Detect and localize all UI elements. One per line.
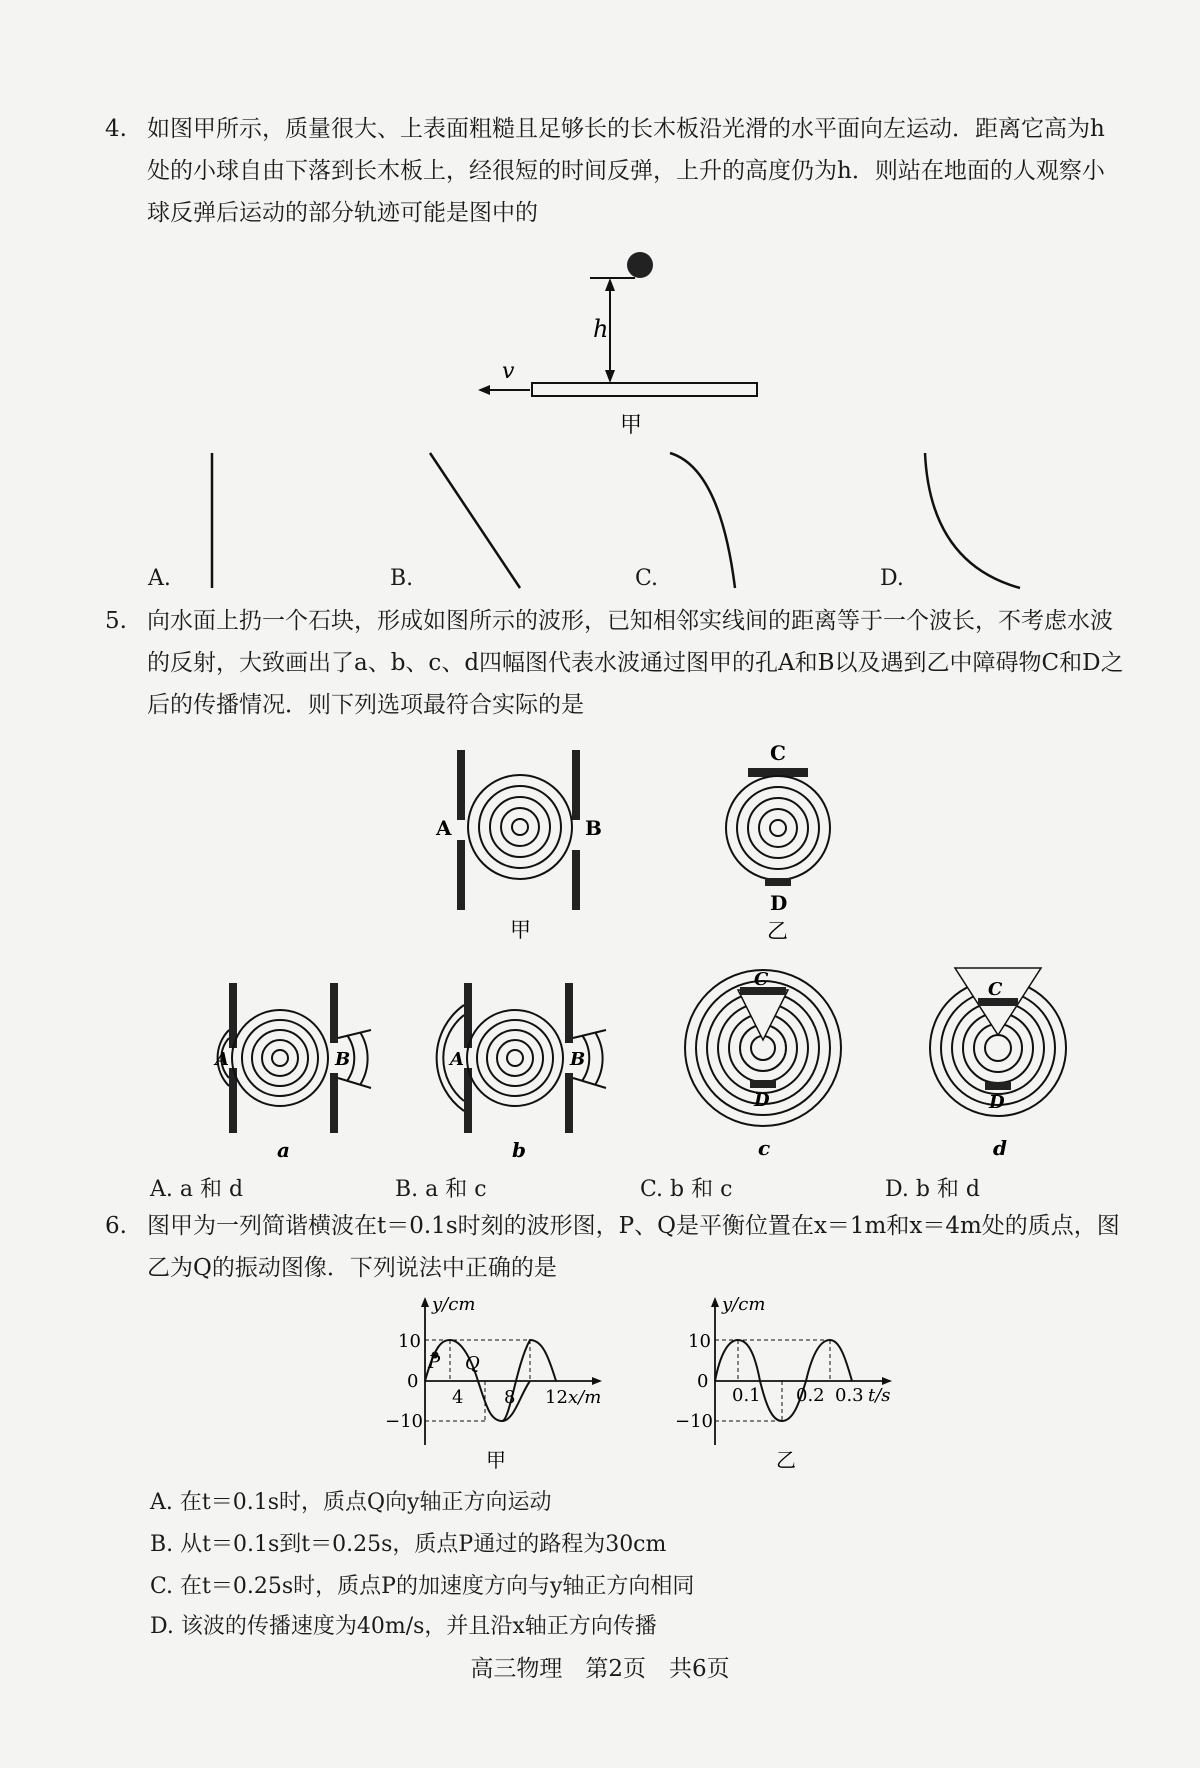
svg-text:C: C <box>754 969 769 990</box>
svg-text:甲: 甲 <box>486 1448 506 1472</box>
q4-option-trajectories <box>140 448 1060 593</box>
question-number: 5. <box>105 608 127 634</box>
question-number: 6. <box>105 1213 127 1239</box>
svg-text:0: 0 <box>697 1371 709 1392</box>
obstacle-d-label: D <box>770 891 788 915</box>
q5-option-a: A. a 和 d <box>150 1177 244 1202</box>
q5-diagram-b <box>420 975 610 1165</box>
q4-option-d: D. <box>880 566 904 591</box>
svg-text:−10: −10 <box>675 1411 713 1432</box>
question-number: 4. <box>105 116 127 142</box>
point-p-label: P <box>428 1352 441 1373</box>
q5-diagram-c <box>680 960 850 1165</box>
q5-figure-yi <box>715 738 845 948</box>
hole-a-label: A <box>436 816 452 840</box>
diagram-c-label: c <box>758 1136 771 1160</box>
caption-jia: 甲 <box>510 918 531 942</box>
svg-text:D: D <box>989 1092 1005 1113</box>
long-board <box>532 383 757 396</box>
q4-option-b: B. <box>390 566 414 591</box>
svg-text:12: 12 <box>545 1387 568 1408</box>
q4-option-c: C. <box>635 566 659 591</box>
ball <box>627 252 653 278</box>
question-text: 向水面上扔一个石块，形成如图所示的波形，已知相邻实线间的距离等于一个波长，不考虑水波的反射，大致画出了a、b、c、d四幅图代表水波通过图甲的孔A和B以及遇到乙中障碍物C和D之后的传播情况．则下列选项最符合实际的是 <box>147 608 1124 718</box>
q5-diagram-d <box>915 960 1085 1165</box>
q5-option-c: C. b 和 c <box>640 1177 733 1202</box>
diagram-b-label: b <box>512 1138 526 1162</box>
height-label: h <box>593 315 609 343</box>
svg-text:D: D <box>754 1090 770 1111</box>
q6-graph-yi <box>670 1295 910 1480</box>
svg-text:B: B <box>335 1049 351 1070</box>
q5-option-b: B. a 和 c <box>395 1177 487 1202</box>
svg-text:10: 10 <box>688 1331 711 1352</box>
question-6 <box>105 1205 1125 1289</box>
caption-yi: 乙 <box>767 919 788 943</box>
q6-option-b: B. 从t＝0.1s到t＝0.25s，质点P通过的路程为30cm <box>150 1532 667 1557</box>
q6-graph-jia <box>380 1295 620 1480</box>
q6-option-c: C. 在t＝0.25s时，质点P的加速度方向与y轴正方向相同 <box>150 1574 695 1599</box>
obstacle-c-label: C <box>770 741 786 765</box>
question-text: 图甲为一列简谐横波在t＝0.1s时刻的波形图，P、Q是平衡位置在x＝1m和x＝4m处的质点，图乙为Q的振动图像．下列说法中正确的是 <box>147 1213 1120 1281</box>
q6-option-a: A. 在t＝0.1s时，质点Q向y轴正方向运动 <box>150 1490 552 1515</box>
svg-text:y/cm: y/cm <box>722 1295 766 1315</box>
question-4 <box>105 108 1125 234</box>
svg-text:t/s: t/s <box>868 1385 891 1406</box>
svg-text:乙: 乙 <box>776 1448 796 1472</box>
question-5 <box>105 600 1125 726</box>
svg-text:A: A <box>215 1049 229 1070</box>
svg-text:−10: −10 <box>385 1411 423 1432</box>
q5-diagram-a <box>185 975 375 1165</box>
svg-text:10: 10 <box>398 1331 421 1352</box>
svg-text:C: C <box>988 979 1003 1000</box>
diagram-d-label: d <box>993 1136 1007 1160</box>
svg-text:8: 8 <box>504 1387 516 1408</box>
question-text: 如图甲所示，质量很大、上表面粗糙且足够长的长木板沿光滑的水平面向左运动．距离它高为h处的小球自由下落到长木板上，经很短的时间反弹，上升的高度仍为h．则站在地面的人观察小球反弹后运动的部分轨迹可能是图中的 <box>147 116 1105 226</box>
trajectory-d <box>925 453 1020 588</box>
q4-option-a: A. <box>148 566 171 591</box>
svg-text:A: A <box>450 1049 464 1070</box>
svg-text:x/m: x/m <box>568 1387 602 1408</box>
svg-text:4: 4 <box>452 1387 464 1408</box>
q5-figure-jia <box>430 745 610 945</box>
trajectory-b <box>430 453 520 588</box>
svg-text:y/cm: y/cm <box>432 1295 476 1315</box>
page-footer: 高三物理 第2页 共6页 <box>470 1656 730 1682</box>
q6-option-d: D. 该波的传播速度为40m/s，并且沿x轴正方向传播 <box>150 1614 657 1639</box>
point-q-label: Q <box>465 1353 480 1374</box>
velocity-label: v <box>502 359 515 384</box>
svg-text:0.2: 0.2 <box>796 1385 825 1406</box>
svg-text:0.3: 0.3 <box>835 1385 864 1406</box>
figure-caption: 甲 <box>620 413 643 438</box>
svg-text:0.1: 0.1 <box>732 1385 761 1406</box>
diagram-a-label: a <box>277 1138 290 1162</box>
svg-text:B: B <box>570 1049 586 1070</box>
hole-b-label: B <box>585 816 602 840</box>
trajectory-c <box>670 453 735 588</box>
q4-figure-jia <box>470 245 800 445</box>
svg-text:0: 0 <box>407 1371 419 1392</box>
q5-option-d: D. b 和 d <box>885 1177 980 1202</box>
